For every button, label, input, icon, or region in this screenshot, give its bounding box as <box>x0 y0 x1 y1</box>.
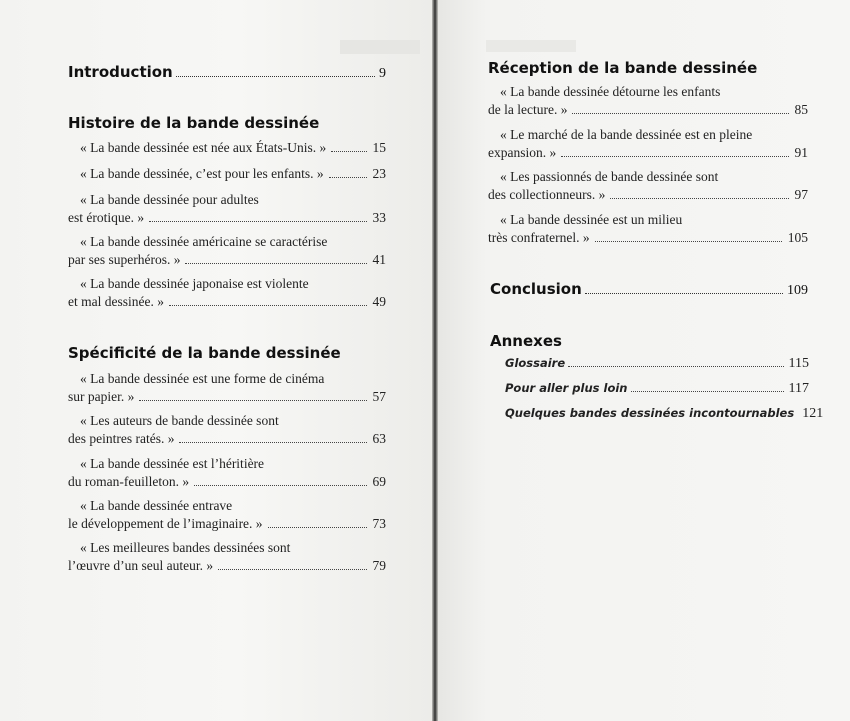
entry-text-line1: « Les auteurs de bande dessinée sont <box>80 413 279 428</box>
toc-entry[interactable] <box>68 412 386 448</box>
annex-page: 117 <box>788 381 809 396</box>
dot-leader <box>561 156 788 157</box>
toc-entry[interactable] <box>68 165 386 183</box>
entry-page: 49 <box>372 294 386 309</box>
introduction-page: 9 <box>379 66 386 81</box>
entry-text-line1: « La bande dessinée détourne les enfants <box>500 84 721 99</box>
entry-page: 85 <box>794 102 808 117</box>
entry-text-line1: « La bande dessinée pour adultes <box>80 192 259 207</box>
entry-text-line2: des collectionneurs. » <box>488 187 606 202</box>
dot-leader <box>572 113 788 114</box>
entry-text-line1: « Les meilleures bandes dessinées sont <box>80 540 291 555</box>
entry-text: « La bande dessinée, c’est pour les enfants. » <box>80 166 324 181</box>
annex-page: 121 <box>802 406 824 421</box>
section-heading-histoire: Histoire de la bande dessinée <box>68 114 320 132</box>
introduction-title: Introduction <box>68 63 173 81</box>
entry-text-line1: « La bande dessinée est l’héritière <box>80 456 265 471</box>
book-gutter <box>432 0 438 721</box>
toc-entry[interactable] <box>488 168 808 204</box>
entry-text-line1: « Les passionnés de bande dessinée sont <box>500 169 719 184</box>
entry-text-line2: expansion. » <box>488 145 557 160</box>
entry-page: 69 <box>372 474 386 489</box>
section-heading-reception: Réception de la bande dessinée <box>488 59 758 77</box>
entry-text-line1: « La bande dessinée entrave <box>80 498 233 513</box>
entry-text-line1: « Le marché de la bande dessinée est en pleine <box>500 127 753 142</box>
dot-leader <box>176 76 375 77</box>
entry-text-line1: « La bande dessinée est une forme de cinéma <box>80 371 325 386</box>
dot-leader <box>179 442 366 443</box>
toc-conclusion[interactable] <box>490 280 808 299</box>
dot-leader <box>185 263 366 264</box>
section-heading-specificite: Spécificité de la bande dessinée <box>68 344 341 362</box>
entry-text-line1: « La bande dessinée américaine se caractérise <box>80 234 328 249</box>
annex-page: 115 <box>788 356 809 371</box>
dot-leader <box>568 366 783 367</box>
entry-text-line2: par ses superhéros. » <box>68 252 181 267</box>
toc-entry[interactable] <box>488 126 808 162</box>
entry-page: 97 <box>794 187 808 202</box>
toc-entry[interactable] <box>68 539 386 575</box>
dot-leader <box>139 400 366 401</box>
entry-page: 41 <box>372 252 386 267</box>
toc-entry[interactable] <box>488 211 808 247</box>
toc-entry[interactable] <box>68 139 386 157</box>
dot-leader <box>218 569 366 570</box>
dot-leader <box>595 241 782 242</box>
annex-label: Quelques bandes dessinées incontournables <box>505 406 795 420</box>
entry-page: 91 <box>794 145 808 160</box>
toc-annex-item[interactable] <box>505 381 809 397</box>
toc-entry[interactable] <box>488 83 808 119</box>
dot-leader <box>169 305 367 306</box>
entry-text-line2: sur papier. » <box>68 389 135 404</box>
entry-text-line2: est érotique. » <box>68 210 145 225</box>
toc-entry[interactable] <box>68 370 386 406</box>
dot-leader <box>149 221 366 222</box>
annex-label: Glossaire <box>505 356 566 370</box>
dot-leader <box>610 198 788 199</box>
entry-text-line2: du roman-feuilleton. » <box>68 474 190 489</box>
toc-entry[interactable] <box>68 233 386 269</box>
dot-leader <box>331 151 366 152</box>
dot-leader <box>631 391 784 392</box>
entry-text-line2: de la lecture. » <box>488 102 568 117</box>
entry-text-line2: très confraternel. » <box>488 230 590 245</box>
entry-page: 57 <box>372 389 386 404</box>
entry-page: 79 <box>372 558 386 573</box>
toc-annex-item[interactable] <box>505 356 809 372</box>
toc-entry[interactable] <box>68 275 386 311</box>
entry-text: « La bande dessinée est née aux États-Unis. » <box>80 140 327 155</box>
dot-leader <box>268 527 367 528</box>
dot-leader <box>329 177 367 178</box>
entry-page: 23 <box>372 166 386 181</box>
entry-text-line2: des peintres ratés. » <box>68 431 175 446</box>
entry-text-line2: le développement de l’imaginaire. » <box>68 516 263 531</box>
entry-page: 105 <box>787 230 808 245</box>
toc-entry[interactable] <box>68 497 386 533</box>
toc-introduction[interactable] <box>68 63 386 82</box>
entry-page: 63 <box>372 431 386 446</box>
section-heading-annexes: Annexes <box>490 332 562 350</box>
dot-leader <box>194 485 366 486</box>
toc-entry[interactable] <box>68 191 386 227</box>
toc-annex-item[interactable] <box>505 406 824 422</box>
toc-entry[interactable] <box>68 455 386 491</box>
entry-page: 33 <box>372 210 386 225</box>
entry-page: 15 <box>372 140 386 155</box>
entry-text-line1: « La bande dessinée japonaise est violente <box>80 276 309 291</box>
entry-text-line1: « La bande dessinée est un milieu <box>500 212 683 227</box>
entry-page: 73 <box>372 516 386 531</box>
entry-text-line2: et mal dessinée. » <box>68 294 164 309</box>
entry-text-line2: l’œuvre d’un seul auteur. » <box>68 558 214 573</box>
annex-label: Pour aller plus loin <box>505 381 628 395</box>
dot-leader <box>585 293 783 294</box>
conclusion-page: 109 <box>787 283 808 298</box>
conclusion-title: Conclusion <box>490 280 582 298</box>
